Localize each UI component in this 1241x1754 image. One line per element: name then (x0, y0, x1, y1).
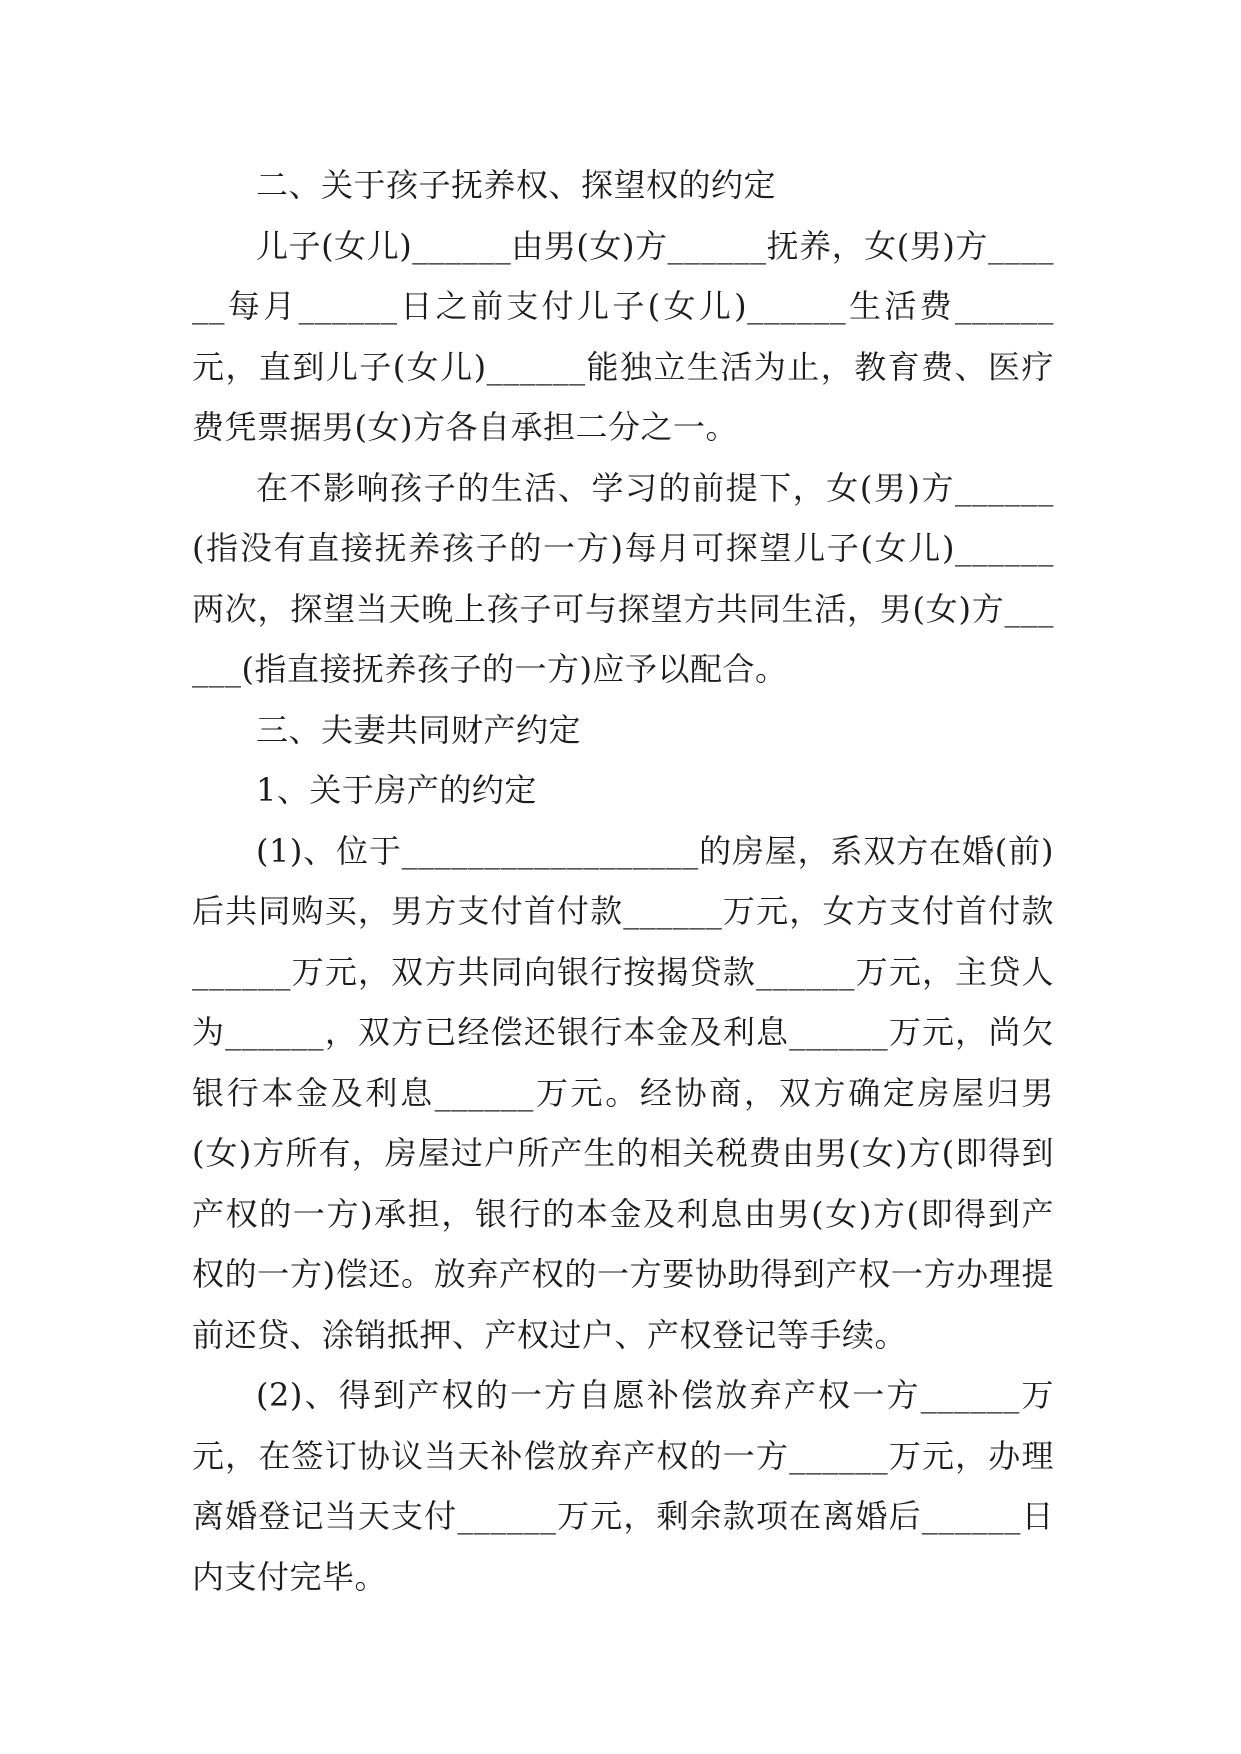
subsection-heading-real-estate: 1、关于房产的约定 (256, 771, 537, 809)
paragraph-property-clause-2: (2)、得到产权的一方自愿补偿放弃产权一方______万元，在签订协议当天补偿放弃产权的一方______万元，办理离婚登记当天支付______万元，剩余款项在离婚后______日内支付完毕。 (192, 1376, 1054, 1596)
paragraph-property-clause-1: (1)、位于__________________的房屋，系双方在婚(前)后共同购买，男方支付首付款______万元，女方支付首付款______万元，双方共同向银行按揭贷款______万元，主贷人为______，双方已经偿还银行本金及利息______万元，尚欠银行本金及利息______万元。经协商，双方确定房屋归男(女)方所有，房屋过户所产生的相关税费由男(女)方(即得到产权的一方)承担，银行的本金及利息由男(女)方(即得到产权的一方)偿还。放弃产权的一方要协助得到产权一方办理提前还贷、涂销抵押、产权过户、产权登记等手续。 (192, 831, 1054, 1354)
paragraph-visitation: 在不影响孩子的生活、学习的前提下，女(男)方______(指没有直接抚养孩子的一方)每月可探望儿子(女儿)______两次，探望当天晚上孩子可与探望方共同生活，男(女)方______(指直接抚养孩子的一方)应予以配合。 (192, 468, 1054, 688)
document-body (192, 155, 1054, 1607)
paragraph-child-support: 儿子(女儿)______由男(女)方______抚养，女(男)方______每月______日之前支付儿子(女儿)______生活费______元，直到儿子(女儿)______能独立生活为止，教育费、医疗费凭票据男(女)方各自承担二分之一。 (192, 226, 1054, 446)
section-heading-joint-property: 三、夫妻共同财产约定 (256, 710, 582, 749)
section-heading-custody: 二、关于孩子抚养权、探望权的约定 (256, 166, 777, 204)
